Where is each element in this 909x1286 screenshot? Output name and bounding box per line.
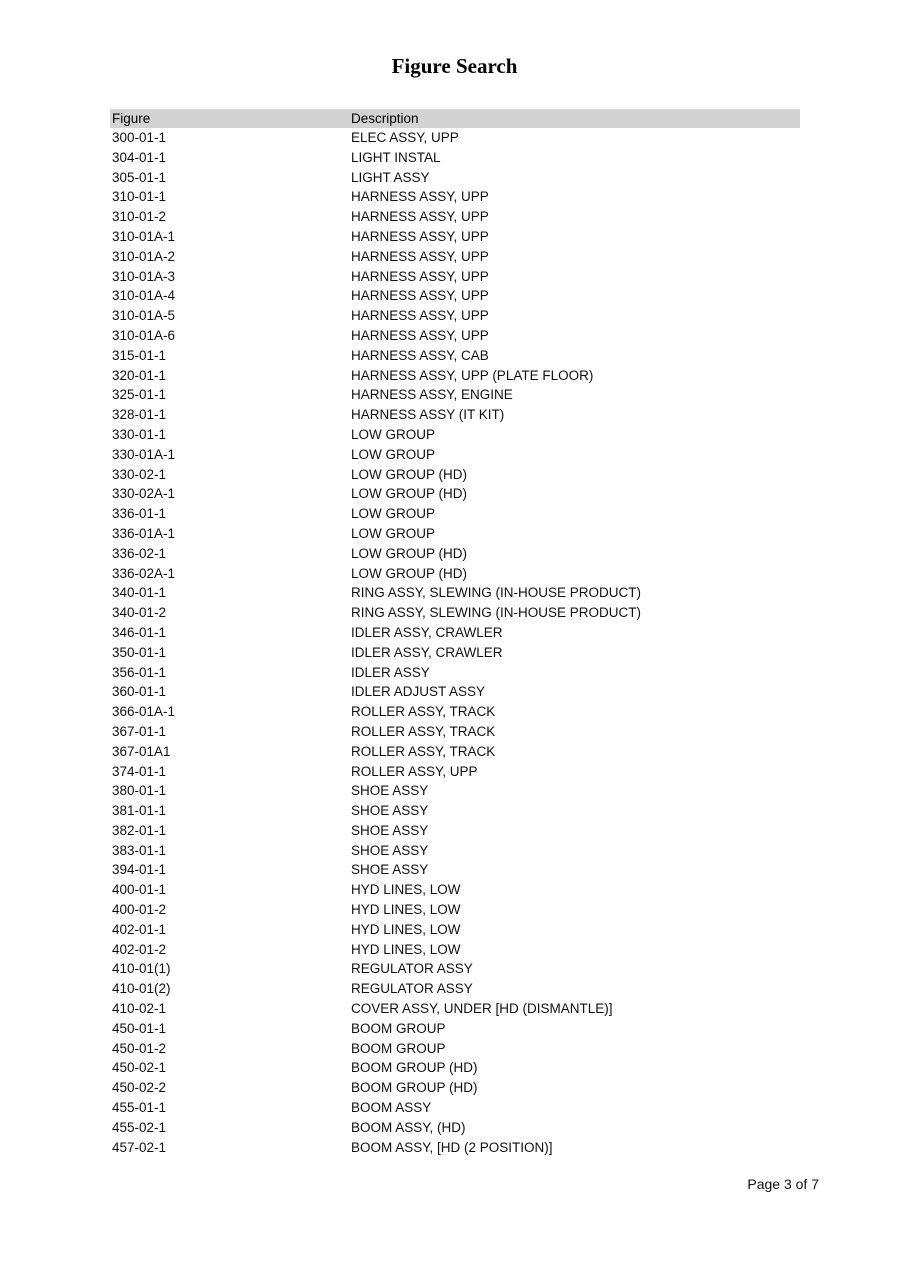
table-row [110, 880, 800, 900]
figure-cell: 410-01(2) [112, 981, 171, 997]
table-row [110, 168, 800, 188]
table-row [110, 445, 800, 465]
table-row [110, 524, 800, 544]
table-row [110, 1138, 800, 1158]
description-cell: HARNESS ASSY, UPP [351, 189, 489, 205]
figure-cell: 367-01A1 [112, 743, 171, 759]
description-cell: LIGHT INSTAL [351, 149, 441, 165]
figure-cell: 455-02-1 [112, 1119, 167, 1135]
figure-cell: 330-02-1 [112, 466, 167, 482]
description-cell: ROLLER ASSY, UPP [351, 763, 478, 779]
table-row [110, 346, 800, 366]
table-row [110, 623, 800, 643]
figure-cell: 360-01-1 [112, 684, 167, 700]
description-cell: HYD LINES, LOW [351, 902, 461, 918]
figure-cell: 383-01-1 [112, 842, 167, 858]
table-row [110, 801, 800, 821]
table-row [110, 1098, 800, 1118]
table-row [110, 979, 800, 999]
description-cell: SHOE ASSY [351, 783, 429, 799]
table-row [110, 148, 800, 168]
description-cell: ROLLER ASSY, TRACK [351, 723, 496, 739]
figure-cell: 310-01A-1 [112, 228, 176, 244]
description-cell: RING ASSY, SLEWING (IN-HOUSE PRODUCT) [351, 605, 642, 621]
description-cell: LOW GROUP [351, 426, 436, 442]
table-row [110, 564, 800, 584]
figure-cell: 320-01-1 [112, 367, 167, 383]
description-cell: HARNESS ASSY, UPP [351, 209, 489, 225]
table-row [110, 920, 800, 940]
figure-cell: 300-01-1 [112, 130, 167, 145]
description-cell: HYD LINES, LOW [351, 941, 461, 957]
figure-cell: 336-01-1 [112, 506, 167, 522]
description-cell: BOOM GROUP [351, 1020, 446, 1036]
table-row [110, 207, 800, 227]
figure-cell: 350-01-1 [112, 644, 167, 660]
description-cell: ELEC ASSY, UPP [351, 130, 459, 145]
description-cell: IDLER ASSY [351, 664, 430, 680]
table-row [110, 999, 800, 1019]
figure-cell: 336-01A-1 [112, 525, 176, 541]
table-row [110, 425, 800, 445]
table-row [110, 583, 800, 603]
description-cell: LOW GROUP (HD) [351, 486, 468, 502]
figure-cell: 402-01-2 [112, 941, 167, 957]
description-cell: LIGHT ASSY [351, 169, 430, 185]
figure-cell: 450-01-1 [112, 1020, 167, 1036]
table-row [110, 484, 800, 504]
figure-cell: 310-01A-3 [112, 268, 176, 284]
description-cell: HYD LINES, LOW [351, 921, 461, 937]
column-header-figure: Figure [112, 111, 151, 126]
description-cell: HARNESS ASSY, UPP [351, 248, 489, 264]
table-row [110, 1058, 800, 1078]
description-cell: HARNESS ASSY (IT KIT) [351, 407, 505, 423]
figure-cell: 310-01A-6 [112, 327, 176, 343]
figure-cell: 380-01-1 [112, 783, 167, 799]
description-cell: ROLLER ASSY, TRACK [351, 704, 496, 720]
figure-cell: 400-01-2 [112, 902, 167, 918]
description-cell: HYD LINES, LOW [351, 882, 461, 898]
description-cell: HARNESS ASSY, ENGINE [351, 387, 513, 403]
table-row [110, 267, 800, 287]
figure-cell: 410-01(1) [112, 961, 171, 977]
description-cell: LOW GROUP [351, 446, 436, 462]
description-cell: LOW GROUP (HD) [351, 565, 468, 581]
table-row [110, 860, 800, 880]
description-cell: COVER ASSY, UNDER [HD (DISMANTLE)] [351, 1001, 613, 1017]
figure-cell: 330-02A-1 [112, 486, 176, 502]
figure-cell: 310-01A-4 [112, 288, 176, 304]
description-cell: IDLER ADJUST ASSY [351, 684, 486, 700]
table-row [110, 286, 800, 306]
figure-cell: 381-01-1 [112, 803, 167, 819]
table-body [110, 128, 800, 1157]
table-row [110, 900, 800, 920]
description-cell: RING ASSY, SLEWING (IN-HOUSE PRODUCT) [351, 585, 642, 601]
description-cell: LOW GROUP [351, 506, 436, 522]
figure-cell: 328-01-1 [112, 407, 167, 423]
figure-cell: 356-01-1 [112, 664, 167, 680]
description-cell: LOW GROUP (HD) [351, 545, 468, 561]
table-header [110, 109, 800, 128]
table-row [110, 1078, 800, 1098]
description-cell: HARNESS ASSY, UPP [351, 268, 489, 284]
figure-cell: 366-01A-1 [112, 704, 176, 720]
table-row [110, 702, 800, 722]
figure-cell: 450-02-1 [112, 1060, 167, 1076]
table-row [110, 603, 800, 623]
table-row [110, 187, 800, 207]
figure-cell: 325-01-1 [112, 387, 167, 403]
table-row [110, 504, 800, 524]
table-row [110, 544, 800, 564]
description-cell: BOOM GROUP (HD) [351, 1060, 478, 1076]
figure-cell: 346-01-1 [112, 624, 167, 640]
table-row [110, 742, 800, 762]
description-cell: ROLLER ASSY, TRACK [351, 743, 496, 759]
description-cell: SHOE ASSY [351, 822, 429, 838]
figure-cell: 457-02-1 [112, 1139, 167, 1155]
figure-cell: 340-01-1 [112, 585, 167, 601]
description-cell: HARNESS ASSY, UPP [351, 228, 489, 244]
description-cell: BOOM ASSY, [HD (2 POSITION)] [351, 1139, 553, 1155]
description-cell: HARNESS ASSY, UPP [351, 327, 489, 343]
description-cell: REGULATOR ASSY [351, 961, 473, 977]
table-row [110, 682, 800, 702]
figure-cell: 315-01-1 [112, 347, 167, 363]
description-cell: HARNESS ASSY, UPP [351, 308, 489, 324]
table-row [110, 722, 800, 742]
table-row [110, 247, 800, 267]
figure-cell: 402-01-1 [112, 921, 167, 937]
page-title: Figure Search [391, 54, 518, 78]
table-row [110, 465, 800, 485]
figure-cell: 305-01-1 [112, 169, 167, 185]
table-row [110, 959, 800, 979]
description-cell: IDLER ASSY, CRAWLER [351, 624, 503, 640]
figure-cell: 340-01-2 [112, 605, 167, 621]
description-cell: SHOE ASSY [351, 862, 429, 878]
table-row [110, 762, 800, 782]
description-cell: REGULATOR ASSY [351, 981, 473, 997]
table-row [110, 366, 800, 386]
table-row [110, 1118, 800, 1138]
figure-cell: 450-01-2 [112, 1040, 167, 1056]
figure-cell: 400-01-1 [112, 882, 167, 898]
description-cell: LOW GROUP (HD) [351, 466, 468, 482]
table-row [110, 841, 800, 861]
figure-cell: 330-01-1 [112, 426, 167, 442]
figure-cell: 455-01-1 [112, 1100, 167, 1116]
page-number: Page 3 of 7 [747, 1176, 819, 1192]
figure-cell: 330-01A-1 [112, 446, 176, 462]
table-row [110, 821, 800, 841]
description-cell: IDLER ASSY, CRAWLER [351, 644, 503, 660]
figure-cell: 336-02-1 [112, 545, 167, 561]
figure-cell: 367-01-1 [112, 723, 167, 739]
figure-cell: 304-01-1 [112, 149, 167, 165]
description-cell: LOW GROUP [351, 525, 436, 541]
table-row [110, 306, 800, 326]
table-row [110, 326, 800, 346]
table-row [110, 405, 800, 425]
description-cell: BOOM ASSY, (HD) [351, 1119, 466, 1135]
description-cell: BOOM ASSY [351, 1100, 432, 1116]
figure-table [110, 109, 800, 1157]
table-row [110, 940, 800, 960]
table-row [110, 385, 800, 405]
figure-cell: 310-01-1 [112, 189, 167, 205]
column-header-description: Description [351, 111, 419, 126]
description-cell: BOOM GROUP (HD) [351, 1080, 478, 1096]
figure-cell: 310-01-2 [112, 209, 167, 225]
table-row [110, 781, 800, 801]
description-cell: HARNESS ASSY, UPP [351, 288, 489, 304]
table-row [110, 1019, 800, 1039]
table-row [110, 643, 800, 663]
figure-cell: 310-01A-2 [112, 248, 176, 264]
description-cell: HARNESS ASSY, UPP (PLATE FLOOR) [351, 367, 594, 383]
table-row [110, 663, 800, 683]
description-cell: HARNESS ASSY, CAB [351, 347, 489, 363]
figure-cell: 336-02A-1 [112, 565, 176, 581]
figure-cell: 450-02-2 [112, 1080, 167, 1096]
description-cell: SHOE ASSY [351, 803, 429, 819]
description-cell: SHOE ASSY [351, 842, 429, 858]
figure-cell: 310-01A-5 [112, 308, 176, 324]
table-row [110, 128, 800, 148]
figure-cell: 410-02-1 [112, 1001, 167, 1017]
table-row [110, 227, 800, 247]
description-cell: BOOM GROUP [351, 1040, 446, 1056]
figure-cell: 374-01-1 [112, 763, 167, 779]
table-row [110, 1039, 800, 1059]
figure-cell: 382-01-1 [112, 822, 167, 838]
figure-cell: 394-01-1 [112, 862, 167, 878]
